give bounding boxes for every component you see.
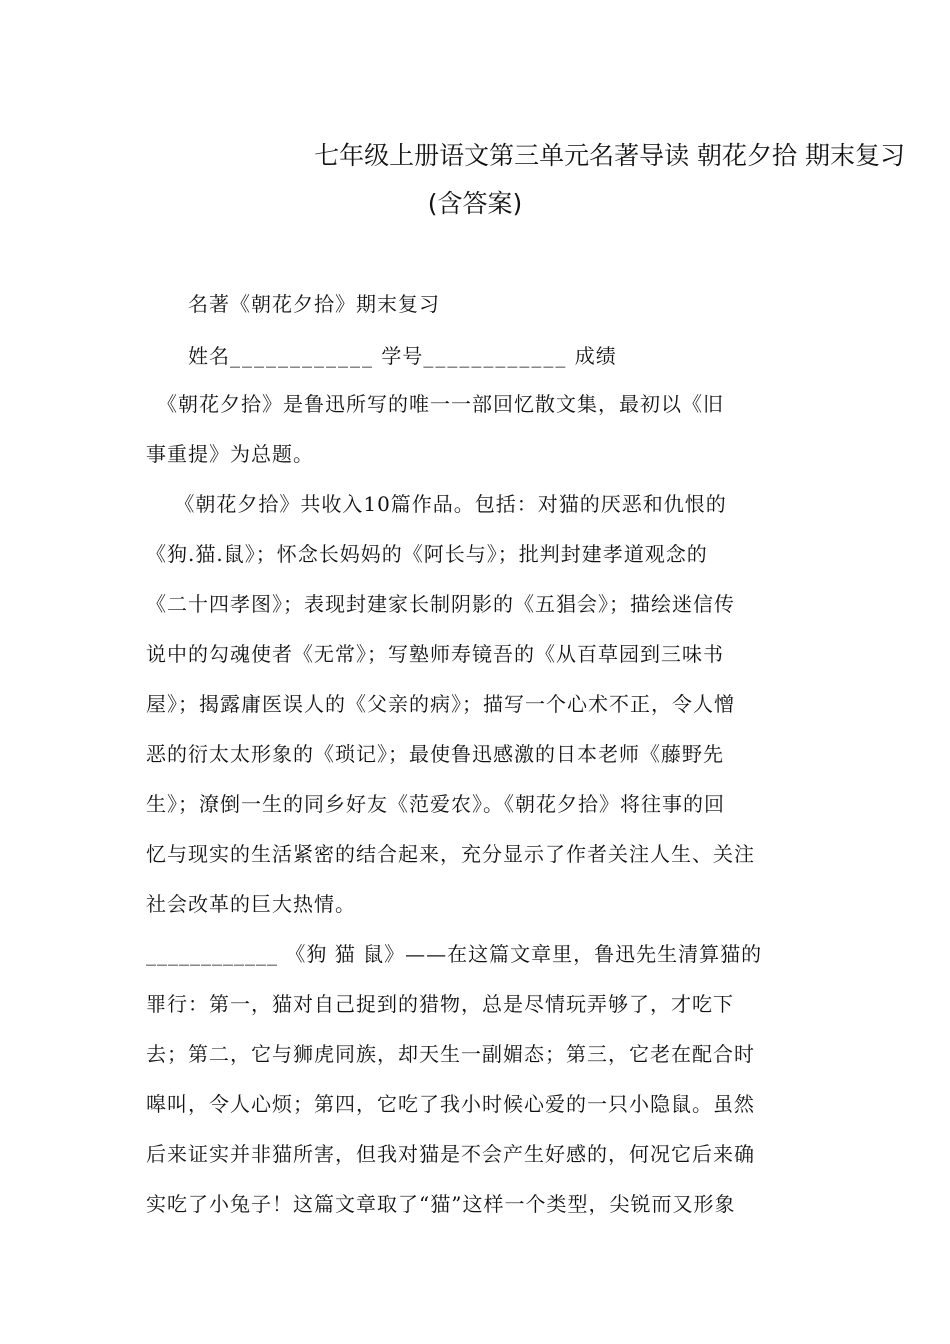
document-title-line1: 七年级上册语文第三单元名著导读 朝花夕拾 期末复习 (314, 141, 905, 170)
body-line: 恶的衍太太形象的《琐记》；最使鲁迅感激的日本老师《藤野先 (146, 742, 724, 766)
name-label: 姓名 (188, 344, 230, 368)
body-line: 生》；潦倒一生的同乡好友《范爱农》。《朝花夕拾》将往事的回 (146, 792, 725, 816)
body-line: 《二十四孝图》；表现封建家长制阴影的《五猖会》；描绘迷信传 (146, 592, 735, 616)
score-label: 成绩 (574, 344, 617, 368)
student-id-label: 学号 (381, 344, 424, 368)
body-line: 实吃了小兔子！这篇文章取了“猫”这样一个类型，尖锐而又形象 (146, 1192, 736, 1216)
body-line: ____________ 《狗 猫 鼠》——在这篇文章里，鲁迅先生清算猫的 (146, 942, 763, 966)
body-line: 社会改革的巨大热情。 (146, 892, 356, 916)
body-line: 后来证实并非猫所害，但我对猫是不会产生好感的，何况它后来确 (146, 1142, 755, 1166)
student-id-blank: ____________ (423, 344, 568, 368)
document-title-line2: (含答案) (427, 189, 523, 218)
body-line: 《狗.猫.鼠》；怀念长妈妈的《阿长与》；批判封建孝道观念的 (146, 542, 708, 566)
body-line: 嗥叫，令人心烦；第四，它吃了我小时候心爱的一只小隐鼠。虽然 (146, 1092, 755, 1116)
body-line: 忆与现实的生活紧密的结合起来，充分显示了作者关注人生、关注 (146, 842, 755, 866)
body-line: 屋》；揭露庸医误人的《父亲的病》；描写一个心术不正，令人憎 (146, 692, 735, 716)
body-line: 罪行：第一，猫对自己捉到的猎物，总是尽情玩弄够了，才吃下 (146, 992, 734, 1016)
review-heading: 名著《朝花夕拾》期末复习 (188, 292, 440, 316)
body-line: 去；第二，它与狮虎同族，却天生一副媚态；第三，它老在配合时 (146, 1042, 755, 1066)
student-info-row (188, 340, 617, 369)
body-line: 《朝花夕拾》是鲁迅所写的唯一一部回忆散文集，最初以《旧 (146, 392, 724, 416)
body-line: 《朝花夕拾》共收入10篇作品。包括：对猫的厌恶和仇恨的 (146, 492, 727, 516)
name-blank: ____________ (230, 344, 374, 368)
body-line: 事重提》为总题。 (146, 442, 314, 466)
body-line: 说中的勾魂使者《无常》；写塾师寿镜吾的《从百草园到三味书 (146, 642, 724, 666)
